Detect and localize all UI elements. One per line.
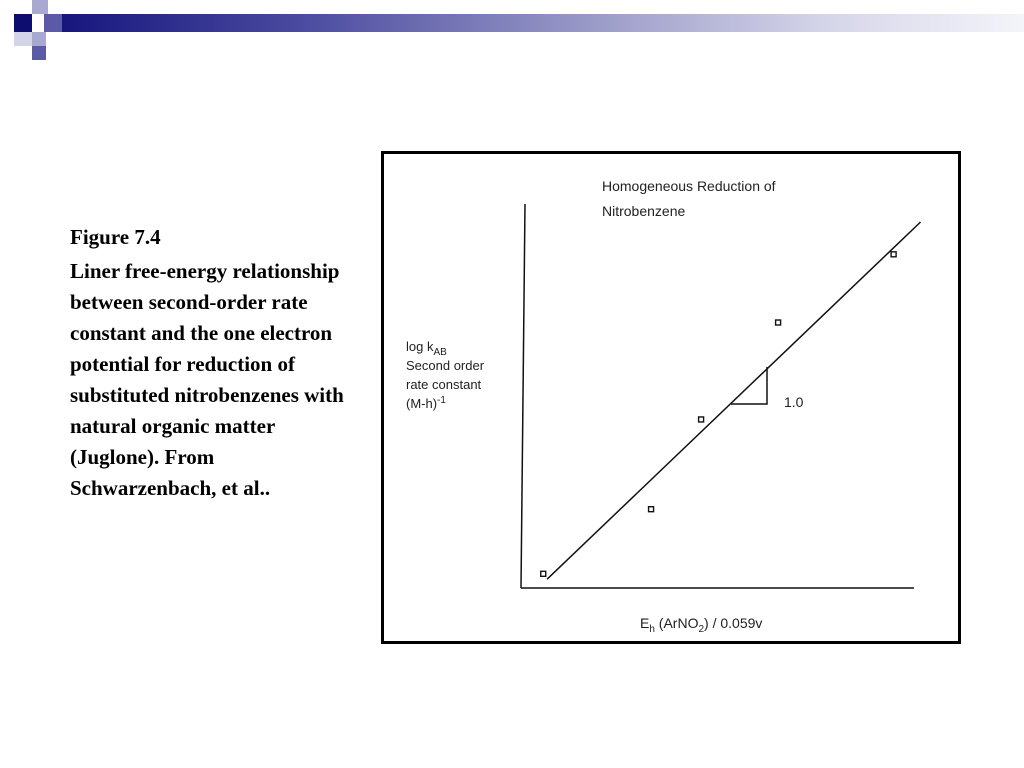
data-point: [649, 507, 654, 512]
slope-label: 1.0: [784, 394, 804, 410]
y-label-line-4: $(M-h)^{-1}$: [406, 395, 446, 411]
x-label-part-4: ) / 0.059v: [704, 615, 763, 631]
chart-frame: [381, 151, 961, 644]
y-label-line-3: rate constant: [406, 377, 482, 392]
caption-title: Figure 7.4: [70, 225, 161, 249]
x-label-part-0: E: [640, 615, 650, 631]
chart-title-line-2: Nitrobenzene: [602, 203, 686, 219]
y-axis: [521, 204, 525, 588]
title-gradient-bar: [62, 14, 1024, 32]
x-label-part-1: h: [649, 624, 655, 635]
decor-square-pale: [14, 32, 32, 46]
y-label-subscript: AB: [433, 347, 447, 358]
decor-square-light-low: [32, 32, 46, 46]
caption-body: Liner free-energy relationship between second-order rate constant and the one electron potential for reduction of substituted nitrobenzenes with natural organic matter (Juglone). From Schwarzenbach, et al..: [70, 259, 344, 500]
y-label-line-2: Second order: [406, 358, 485, 373]
data-point: [776, 320, 781, 325]
fit-line: [547, 222, 920, 579]
chart-title-line-1: Homogeneous Reduction of: [602, 178, 776, 194]
chart: [384, 154, 958, 641]
decor-square-mid: [44, 14, 62, 32]
x-label-part-3: 2: [698, 624, 705, 635]
title-decoration: [0, 0, 1024, 62]
decor-square-light: [32, 0, 48, 14]
decor-square-mid-low: [32, 46, 46, 60]
data-point: [699, 417, 704, 422]
x-label-part-2: (ArNO: [654, 615, 699, 631]
x-axis-label: [640, 615, 762, 635]
figure-caption: [70, 222, 345, 504]
decor-square-dark: [14, 14, 32, 32]
data-point: [891, 252, 896, 257]
y-label-line-1: $\log k_{AB}$: [406, 339, 447, 358]
data-point: [541, 571, 546, 576]
y-label-superscript: -1: [437, 395, 446, 406]
